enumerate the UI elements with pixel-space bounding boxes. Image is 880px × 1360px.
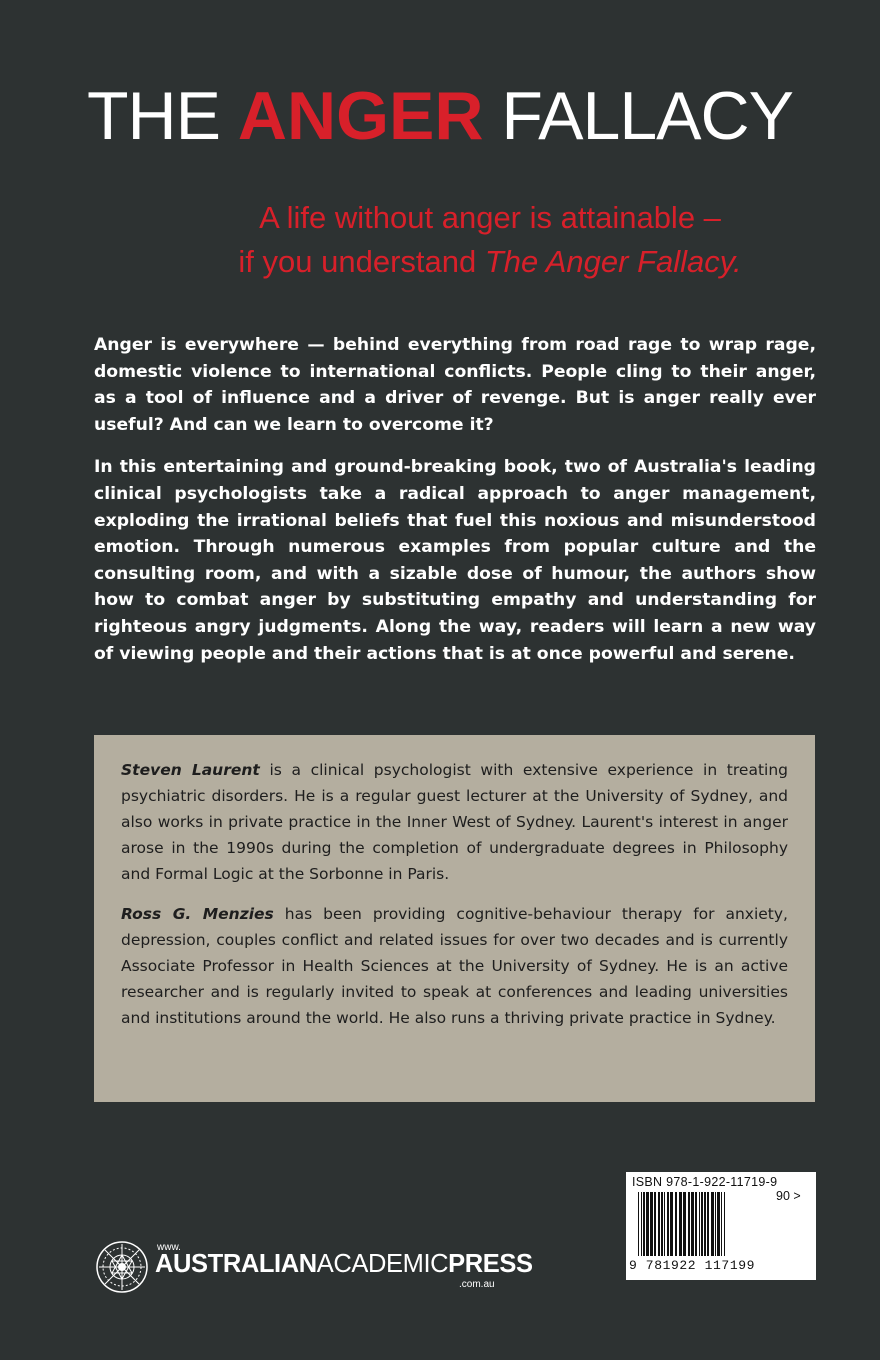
publisher-www: www. [157, 1242, 181, 1253]
author-bio-text-menzies: has been providing cognitive-behaviour therapy for anxiety, depression, couples conflict and related issues for over two decades and is currently Associate Professor in Health Sciences at the University of Sydney. He is an active researcher and is regularly invited to speak at conferences and leading universities and institutions around the world. He also runs a thriving private practice in Sydney. [121, 905, 788, 1027]
barcode-bar [650, 1192, 653, 1256]
barcode-bar [691, 1192, 694, 1256]
barcode-bar [658, 1192, 660, 1256]
tagline-line2-prefix: if you understand [238, 244, 485, 279]
barcode-bar [721, 1192, 722, 1256]
author-bio-laurent [121, 757, 788, 887]
barcode-digits: 9 781922 117199 [629, 1258, 756, 1273]
title-the: THE [87, 78, 238, 154]
tagline-book-title: The Anger Fallacy. [484, 244, 742, 279]
isbn-barcode [626, 1172, 816, 1280]
tagline-line2 [130, 240, 850, 284]
blurb [94, 332, 816, 683]
tagline-line1: A life without anger is attainable – [259, 200, 721, 235]
price-code: 90 > [776, 1189, 801, 1203]
barcode-bar [643, 1192, 645, 1256]
barcode-bar [646, 1192, 649, 1256]
title-anger: ANGER [237, 78, 484, 154]
publisher-name [155, 1252, 533, 1278]
blurb-paragraph-1: Anger is everywhere — behind everything from road rage to wrap rage, domestic violence to international conflicts. People cling to their anger, as a tool of influence and a driver of revenge. But is anger really ever useful? And can we learn to overcome it? [94, 335, 816, 435]
barcode-bar [641, 1192, 642, 1256]
barcode-bar [654, 1192, 656, 1256]
barcode-bar [667, 1192, 669, 1256]
barcode-bar [717, 1192, 720, 1256]
barcode-bar [707, 1192, 709, 1256]
author-bio-text-laurent: is a clinical psychologist with extensive experience in treating psychiatric disorders. He is a regular guest lecturer at the University of Sydney, and also works in private practice in the Inner West of Sydney. Laurent's interest in anger arose in the 1990s during the completion of undergraduate degrees in Philosophy and Formal Logic at the Sorbonne in Paris. [121, 761, 788, 883]
barcode-bar [724, 1192, 725, 1256]
barcode-bar [679, 1192, 682, 1256]
author-name-laurent: Steven Laurent [121, 761, 260, 779]
author-bio-menzies [121, 901, 788, 1031]
barcode-bar [670, 1192, 673, 1256]
barcode-bar [664, 1192, 665, 1256]
barcode-bar [675, 1192, 677, 1256]
blurb-paragraph-2: In this entertaining and ground-breaking book, two of Australia's leading clinical psychologists take a radical approach to anger management, exploding the irrational beliefs that fuel this noxious and misunderstood emotion. Through numerous examples from popular culture and the consulting room, and with a sizable dose of humour, the authors show how to combat anger by substituting empathy and understanding for righteous angry judgments. Along the way, readers will learn a new way of viewing people and their actions that is at once powerful and serene. [94, 457, 816, 664]
publisher-name-academic: ACADEMIC [316, 1250, 449, 1278]
barcode-bar [704, 1192, 706, 1256]
author-bios [94, 735, 815, 1102]
barcode-bar [699, 1192, 700, 1256]
publisher-name-press: PRESS [448, 1250, 533, 1278]
barcode-bar [701, 1192, 703, 1256]
barcode-bar [715, 1192, 716, 1256]
publisher-emblem-icon [95, 1240, 149, 1294]
publisher-name-australian: AUSTRALIAN [155, 1250, 317, 1278]
isbn-text: ISBN 978-1-922-11719-9 [632, 1175, 778, 1189]
author-name-menzies: Ross G. Menzies [121, 905, 274, 923]
title-fallacy: FALLACY [483, 78, 793, 154]
barcode-bar [688, 1192, 690, 1256]
book-title [0, 78, 880, 154]
barcode-bar [683, 1192, 686, 1256]
tagline [130, 196, 850, 284]
barcode-bar [638, 1192, 639, 1256]
barcode-bar [711, 1192, 714, 1256]
publisher-logo [95, 1238, 533, 1298]
publisher-domain: .com.au [459, 1279, 495, 1290]
barcode-bar [661, 1192, 663, 1256]
barcode-bar [695, 1192, 697, 1256]
